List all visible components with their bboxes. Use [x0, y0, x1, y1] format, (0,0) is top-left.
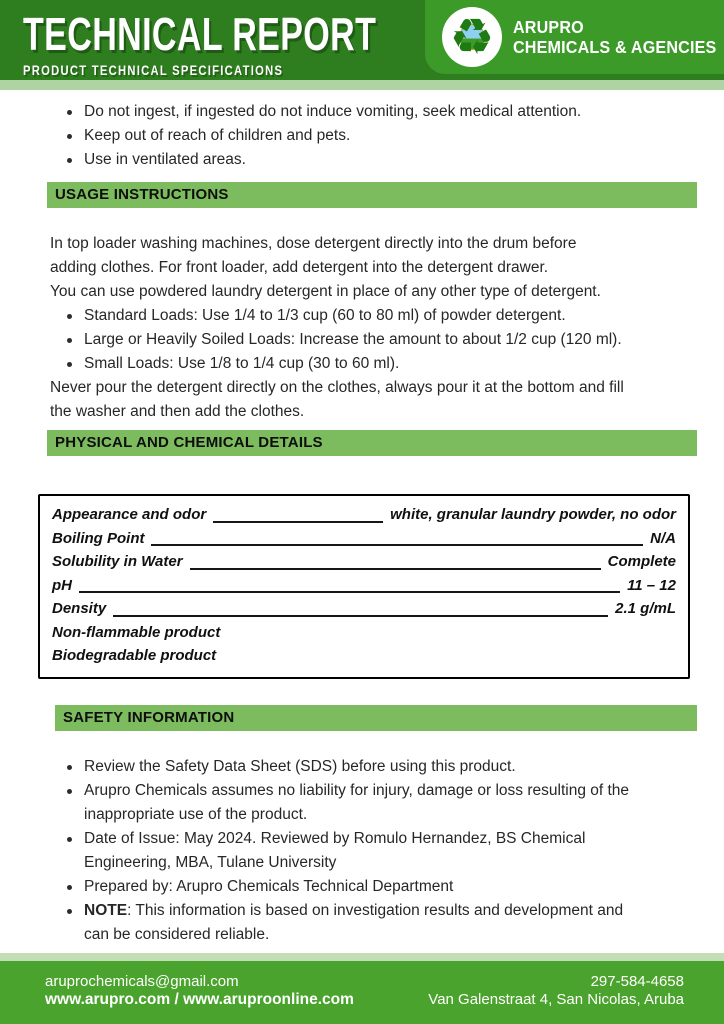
list-item: Arupro Chemicals assumes no liability for injury, damage or loss resulting of the inappropriate use of the product. — [66, 779, 647, 827]
spec-label: Density — [52, 600, 107, 617]
list-item: Keep out of reach of children and pets. — [66, 124, 700, 148]
brand-line2: CHEMICALS & AGENCIES — [513, 37, 717, 57]
footer-email: aruprochemicals@gmail.com — [45, 972, 239, 990]
leader-line — [113, 615, 608, 617]
spec-label: Appearance and odor — [52, 506, 207, 523]
footer-websites: www.arupro.com / www.aruproonline.com — [45, 990, 354, 1008]
list-item: Standard Loads: Use 1/4 to 1/3 cup (60 to 80 ml) of powder detergent. — [66, 304, 700, 328]
precautions-list — [50, 100, 700, 172]
leader-line — [79, 591, 620, 593]
list-item-note — [66, 899, 647, 947]
spec-row — [52, 597, 676, 621]
recycle-icon: ♻ — [449, 8, 495, 66]
note-text: : This information is based on investigation results and development and can be considered reliable. — [84, 901, 624, 943]
spec-value: 2.1 g/mL — [615, 600, 676, 617]
section-heading-safety: SAFETY INFORMATION — [55, 705, 697, 731]
spec-row — [52, 550, 676, 574]
footer-phone: 297-584-4658 — [590, 972, 684, 990]
spec-value: white, granular laundry powder, no odor — [390, 506, 676, 523]
section-heading-physical: PHYSICAL AND CHEMICAL DETAILS — [47, 430, 697, 456]
usage-dose-list — [50, 304, 700, 376]
spec-value: N/A — [650, 529, 676, 547]
arupro-logo — [442, 7, 502, 67]
page-footer — [0, 953, 724, 1024]
list-item: Small Loads: Use 1/8 to 1/4 cup (30 to 60 ml). — [66, 352, 700, 376]
usage-paragraphs — [50, 232, 625, 304]
list-item: Prepared by: Arupro Chemicals Technical Department — [66, 875, 647, 899]
spec-label: Solubility in Water — [52, 553, 183, 570]
masthead — [0, 0, 724, 80]
footer-contact-right — [428, 973, 684, 1009]
list-item: Do not ingest, if ingested do not induce vomiting, seek medical attention. — [66, 100, 700, 124]
safety-list — [50, 755, 647, 947]
list-item: Use in ventilated areas. — [66, 148, 700, 172]
document-body — [0, 90, 724, 947]
usage-paragraph-1: In top loader washing machines, dose detergent directly into the drum before adding clothes. For front loader, add detergent into the detergent drawer. — [50, 235, 577, 276]
spec-label: Biodegradable product — [52, 647, 217, 664]
spec-value: Complete — [607, 553, 676, 570]
page-title: TECHNICAL REPORT — [23, 8, 377, 60]
section-heading-usage: USAGE INSTRUCTIONS — [47, 182, 697, 208]
spec-row — [52, 644, 676, 668]
spec-row — [52, 574, 676, 598]
spec-value: 11 – 12 — [627, 576, 676, 594]
spec-row — [52, 503, 676, 527]
header-divider-band — [0, 80, 724, 90]
note-label: NOTE — [84, 901, 128, 919]
leader-line — [151, 544, 643, 546]
brand-box — [425, 0, 724, 74]
leader-line — [213, 521, 383, 523]
usage-closing-note: Never pour the detergent directly on the clothes, always pour it at the bottom and fill the washer and then add the clothes. — [50, 379, 624, 420]
spec-label: pH — [52, 576, 72, 594]
usage-paragraph-2: You can use powdered laundry detergent in place of any other type of detergent. — [50, 283, 601, 300]
spec-table — [38, 494, 690, 679]
brand-name — [513, 17, 716, 57]
list-item: Review the Safety Data Sheet (SDS) before using this product. — [66, 755, 647, 779]
leader-line — [190, 568, 601, 570]
footer-divider-band — [0, 953, 724, 961]
spec-row — [52, 621, 676, 645]
footer-contact-left — [45, 973, 354, 1009]
list-item: Date of Issue: May 2024. Reviewed by Romulo Hernandez, BS Chemical Engineering, MBA, Tulane University — [66, 827, 647, 875]
list-item: Large or Heavily Soiled Loads: Increase the amount to about 1/2 cup (120 ml). — [66, 328, 700, 352]
spec-label: Non-flammable product — [52, 623, 221, 641]
brand-line1: ARUPRO — [513, 16, 584, 37]
footer-bar — [0, 961, 724, 1024]
spec-row — [52, 527, 676, 551]
spec-label: Boiling Point — [52, 529, 145, 547]
footer-address: Van Galenstraat 4, San Nicolas, Aruba — [428, 990, 684, 1008]
page-subtitle: PRODUCT TECHNICAL SPECIFICATIONS — [23, 62, 284, 78]
